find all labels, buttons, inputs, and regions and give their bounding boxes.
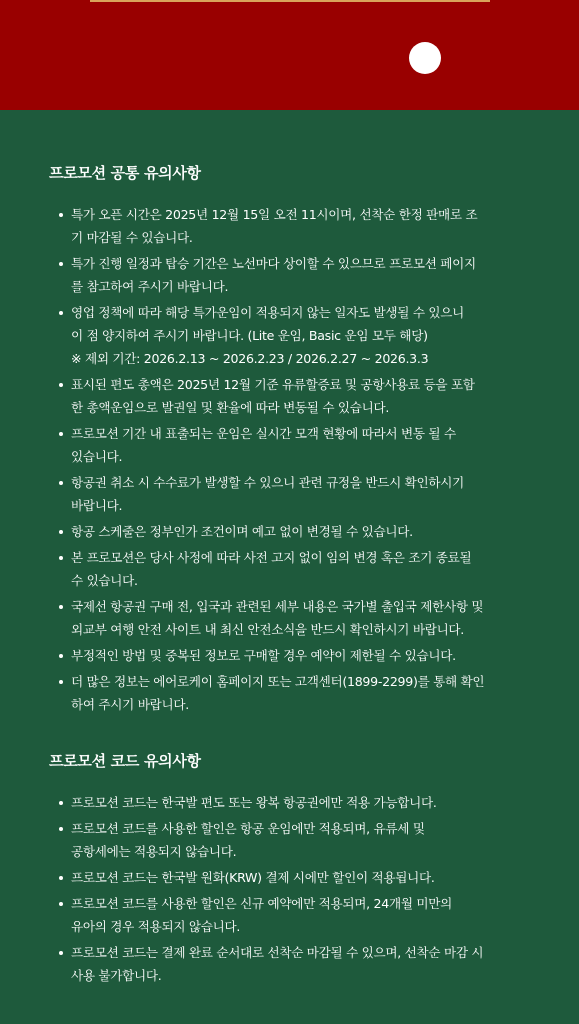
- white-circle-icon: [409, 42, 441, 74]
- notice-item-line: 유아의 경우 적용되지 않습니다.: [71, 919, 241, 934]
- promotion-banner: [0, 0, 579, 110]
- notice-item-line: 특가 진행 일정과 탑승 기간은 노선마다 상이할 수 있으므로 프로모션 페이지: [71, 256, 476, 271]
- notice-item-line: 항공 스케줄은 정부인가 조건이며 예고 없이 변경될 수 있습니다.: [71, 524, 413, 539]
- notice-item: [49, 892, 549, 938]
- common-notice-list: [49, 203, 549, 716]
- notice-item: [49, 301, 549, 370]
- notice-item: [49, 520, 549, 543]
- notice-item-line: 프로모션 코드는 결제 완료 순서대로 선착순 마감될 수 있으며, 선착순 마감 시: [71, 945, 484, 960]
- code-notice-section: [49, 750, 549, 987]
- common-notice-title: 프로모션 공통 유의사항: [49, 164, 201, 182]
- notice-item: [49, 373, 549, 419]
- notice-item-line: 이 점 양지하여 주시기 바랍니다. (Lite 운임, Basic 운임 모두 해당): [71, 328, 428, 343]
- notice-item-line: 본 프로모션은 당사 사정에 따라 사전 고지 없이 임의 변경 혹은 조기 종료될: [71, 550, 472, 565]
- notice-item-line: 기 마감될 수 있습니다.: [71, 230, 193, 245]
- notice-item-line: 프로모션 코드는 한국발 원화(KRW) 결제 시에만 할인이 적용됩니다.: [71, 870, 435, 885]
- banner-accent-line: [90, 0, 490, 2]
- notice-item-line: 항공권 취소 시 수수료가 발생할 수 있으니 관련 규정을 반드시 확인하시기: [71, 475, 464, 490]
- notice-item: [49, 817, 549, 863]
- notice-item-line: 하여 주시기 바랍니다.: [71, 697, 189, 712]
- notice-item-line: 를 참고하여 주시기 바랍니다.: [71, 279, 229, 294]
- notice-item-line: 사용 불가합니다.: [71, 968, 162, 983]
- notice-item-line: 영업 정책에 따라 해당 특가운임이 적용되지 않는 일자도 발생될 수 있으니: [71, 305, 464, 320]
- notice-content: [0, 110, 579, 987]
- notice-item-line: 한 총액운임으로 발권일 및 환율에 따라 변동될 수 있습니다.: [71, 400, 390, 415]
- notice-item-line: 수 있습니다.: [71, 573, 138, 588]
- notice-item: [49, 252, 549, 298]
- code-notice-title: 프로모션 코드 유의사항: [49, 752, 201, 770]
- notice-item-line: 프로모션 코드를 사용한 할인은 항공 운임에만 적용되며, 유류세 및: [71, 821, 425, 836]
- notice-item-line: 더 많은 정보는 에어로케이 홈페이지 또는 고객센터(1899-2299)를 통해 확인: [71, 674, 485, 689]
- notice-item: [49, 791, 549, 814]
- notice-item-line: 외교부 여행 안전 사이트 내 최신 안전소식을 반드시 확인하시기 바랍니다.: [71, 622, 464, 637]
- notice-item: [49, 595, 549, 641]
- notice-item: [49, 203, 549, 249]
- notice-item: [49, 644, 549, 667]
- notice-item-line: 부정적인 방법 및 중복된 정보로 구매할 경우 예약이 제한될 수 있습니다.: [71, 648, 456, 663]
- notice-item-line: 프로모션 코드를 사용한 할인은 신규 예약에만 적용되며, 24개월 미만의: [71, 896, 452, 911]
- notice-item-line: 특가 오픈 시간은 2025년 12월 15일 오전 11시이며, 선착순 한정 판매로 조: [71, 207, 478, 222]
- notice-item-line: 국제선 항공권 구매 전, 입국과 관련된 세부 내용은 국가별 출입국 제한사항 및: [71, 599, 484, 614]
- notice-item: [49, 422, 549, 468]
- notice-item: [49, 866, 549, 889]
- notice-item-line: 바랍니다.: [71, 498, 123, 513]
- notice-item: [49, 471, 549, 517]
- notice-item-line: 프로모션 기간 내 표출되는 운임은 실시간 모객 현황에 따라서 변동 될 수: [71, 426, 456, 441]
- notice-item: [49, 941, 549, 987]
- notice-item-line: ※ 제외 기간: 2026.2.13 ~ 2026.2.23 / 2026.2.27 ~ 2026.3.3: [71, 351, 429, 366]
- notice-item-line: 프로모션 코드는 한국발 편도 또는 왕복 항공권에만 적용 가능합니다.: [71, 795, 437, 810]
- notice-item-line: 공항세에는 적용되지 않습니다.: [71, 844, 237, 859]
- notice-item: [49, 670, 549, 716]
- code-notice-list: [49, 791, 549, 987]
- notice-item-line: 있습니다.: [71, 449, 123, 464]
- notice-item: [49, 546, 549, 592]
- notice-item-line: 표시된 편도 총액은 2025년 12월 기준 유류할증료 및 공항사용료 등을 포함: [71, 377, 475, 392]
